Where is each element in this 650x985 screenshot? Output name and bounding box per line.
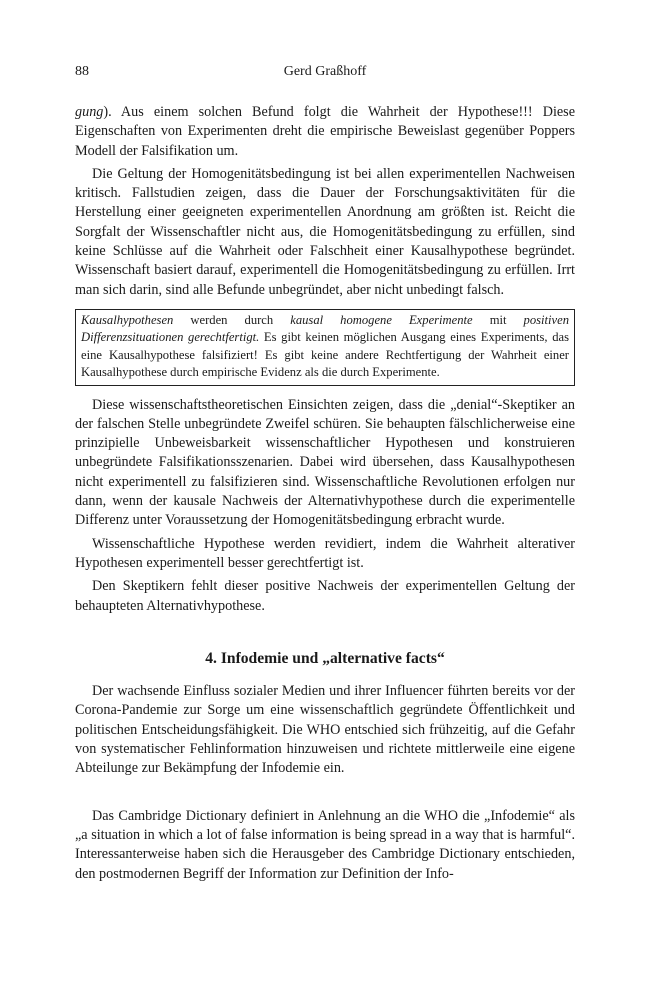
paragraph-text: ). Aus einem solchen Befund folgt die Wahrheit der Hypothese!!! Diese Eigenschaften von Experimenten dreht die empirische Beweislast gegenüber Poppers Modell der Falsifikation um. xyxy=(75,104,575,159)
paragraph-infodemic: Der wachsende Einfluss sozialer Medien und ihrer Influencer führten bereits vor der Corona-Pandemie zur Sorge um eine wissenschaftlich gegründete Öffentlichkeit und politischen Entscheidungsfähigkeit. Die WHO entschied sich frühzeitig, auf die Gefahr von systematischer Fehlinformation hinzuweisen und richtete mittlerweile eine eigene Abteilunge zur Bekämpfung der Infodemie ein. xyxy=(75,683,575,777)
paragraph-revision: Wissenschaftliche Hypothese werden revidiert, indem die Wahrheit alterativer Hypothesen experimentell besser gerechtfertigt ist. xyxy=(75,535,575,571)
callout-text: werden durch xyxy=(173,312,291,327)
paragraph-continuation xyxy=(75,103,575,161)
callout-text: mit xyxy=(472,312,524,327)
paragraph-homogeneity: Die Geltung der Homogenitätsbedingung ist bei allen experimentellen Nachweisen kritisch. Fallstudien zeigen, dass die Dauer der Forschungsaktivitäten für die Herstellung einer geeigneten experimentellen Anordnung am größten ist. Reicht die Sorgfalt der Wissenschaftler nicht aus, die Homogenitätsbedingung zu erfüllen, sind keine Schlüsse auf die Wahrheit oder Falschheit einer Kausalhypothese begründet. Wissenschaft basiert darauf, experimentell die Homogenitätsbedingung zu erfüllen. Irrt man sich darin, sind alle Befunde unbegründet, aber nicht unbedingt falsch. xyxy=(75,165,575,298)
paragraph-skeptics: Diese wissenschaftstheoretischen Einsichten zeigen, dass die „denial“-Skeptiker an der falschen Stelle unbegründete Zweifel schüren. Sie behaupten fälschlicherweise eine prinzipielle Unbeweisbarkeit wissenschaftlicher Hypothesen und konstruieren unbegründete Falsifikationsszenarien. Dabei wird übersehen, dass Kausalhypothesen nicht experimentell zu falsifizieren sind. Wissenschaftliche Revolutionen erfolgen nur dann, wenn der kausale Nachweis der Alternativhypothese durch die experimentelle Differenz unter Voraussetzung der Homogenitätsbedingung erbracht wurde. xyxy=(75,396,575,529)
paragraph-cambridge: Das Cambridge Dictionary definiert in Anlehnung an die WHO die „Infodemie“ als „a situation in which a lot of false information is being spread in a way that is harmful“. Interessanterweise haben sich die Herausgeber des Cambridge Dictionary entschieden, den postmodernen Begriff der Information zur Definition der Info- xyxy=(75,807,575,882)
italic-fragment: gung xyxy=(75,104,104,120)
definition-box xyxy=(75,309,575,386)
running-header xyxy=(75,64,575,84)
callout-term-differences: positiven Differenzsituationen gerechtfertigt. xyxy=(81,312,570,345)
page-number: 88 xyxy=(75,64,89,79)
section-heading: 4. Infodemie und „alternative facts“ xyxy=(205,649,445,667)
callout-term-hypotheses: Kausalhypothesen xyxy=(81,312,174,327)
paragraph-proof: Den Skeptikern fehlt dieser positive Nachweis der experimentellen Geltung der behaupteten Alternativhypothese. xyxy=(75,578,575,614)
callout-term-experiments: kausal homogene Experimente xyxy=(290,312,473,327)
running-author: Gerd Graßhoff xyxy=(283,64,367,79)
callout-text: Es gibt keinen möglichen Ausgang eines Experiments, das eine Kausalhypothese falsifiziert! Es gibt keine andere Rechtfertigung der Wahrheit einer Kausalhypothese durch empirische Evidenz als die durch Experimente. xyxy=(81,330,569,380)
main-text xyxy=(75,103,575,884)
